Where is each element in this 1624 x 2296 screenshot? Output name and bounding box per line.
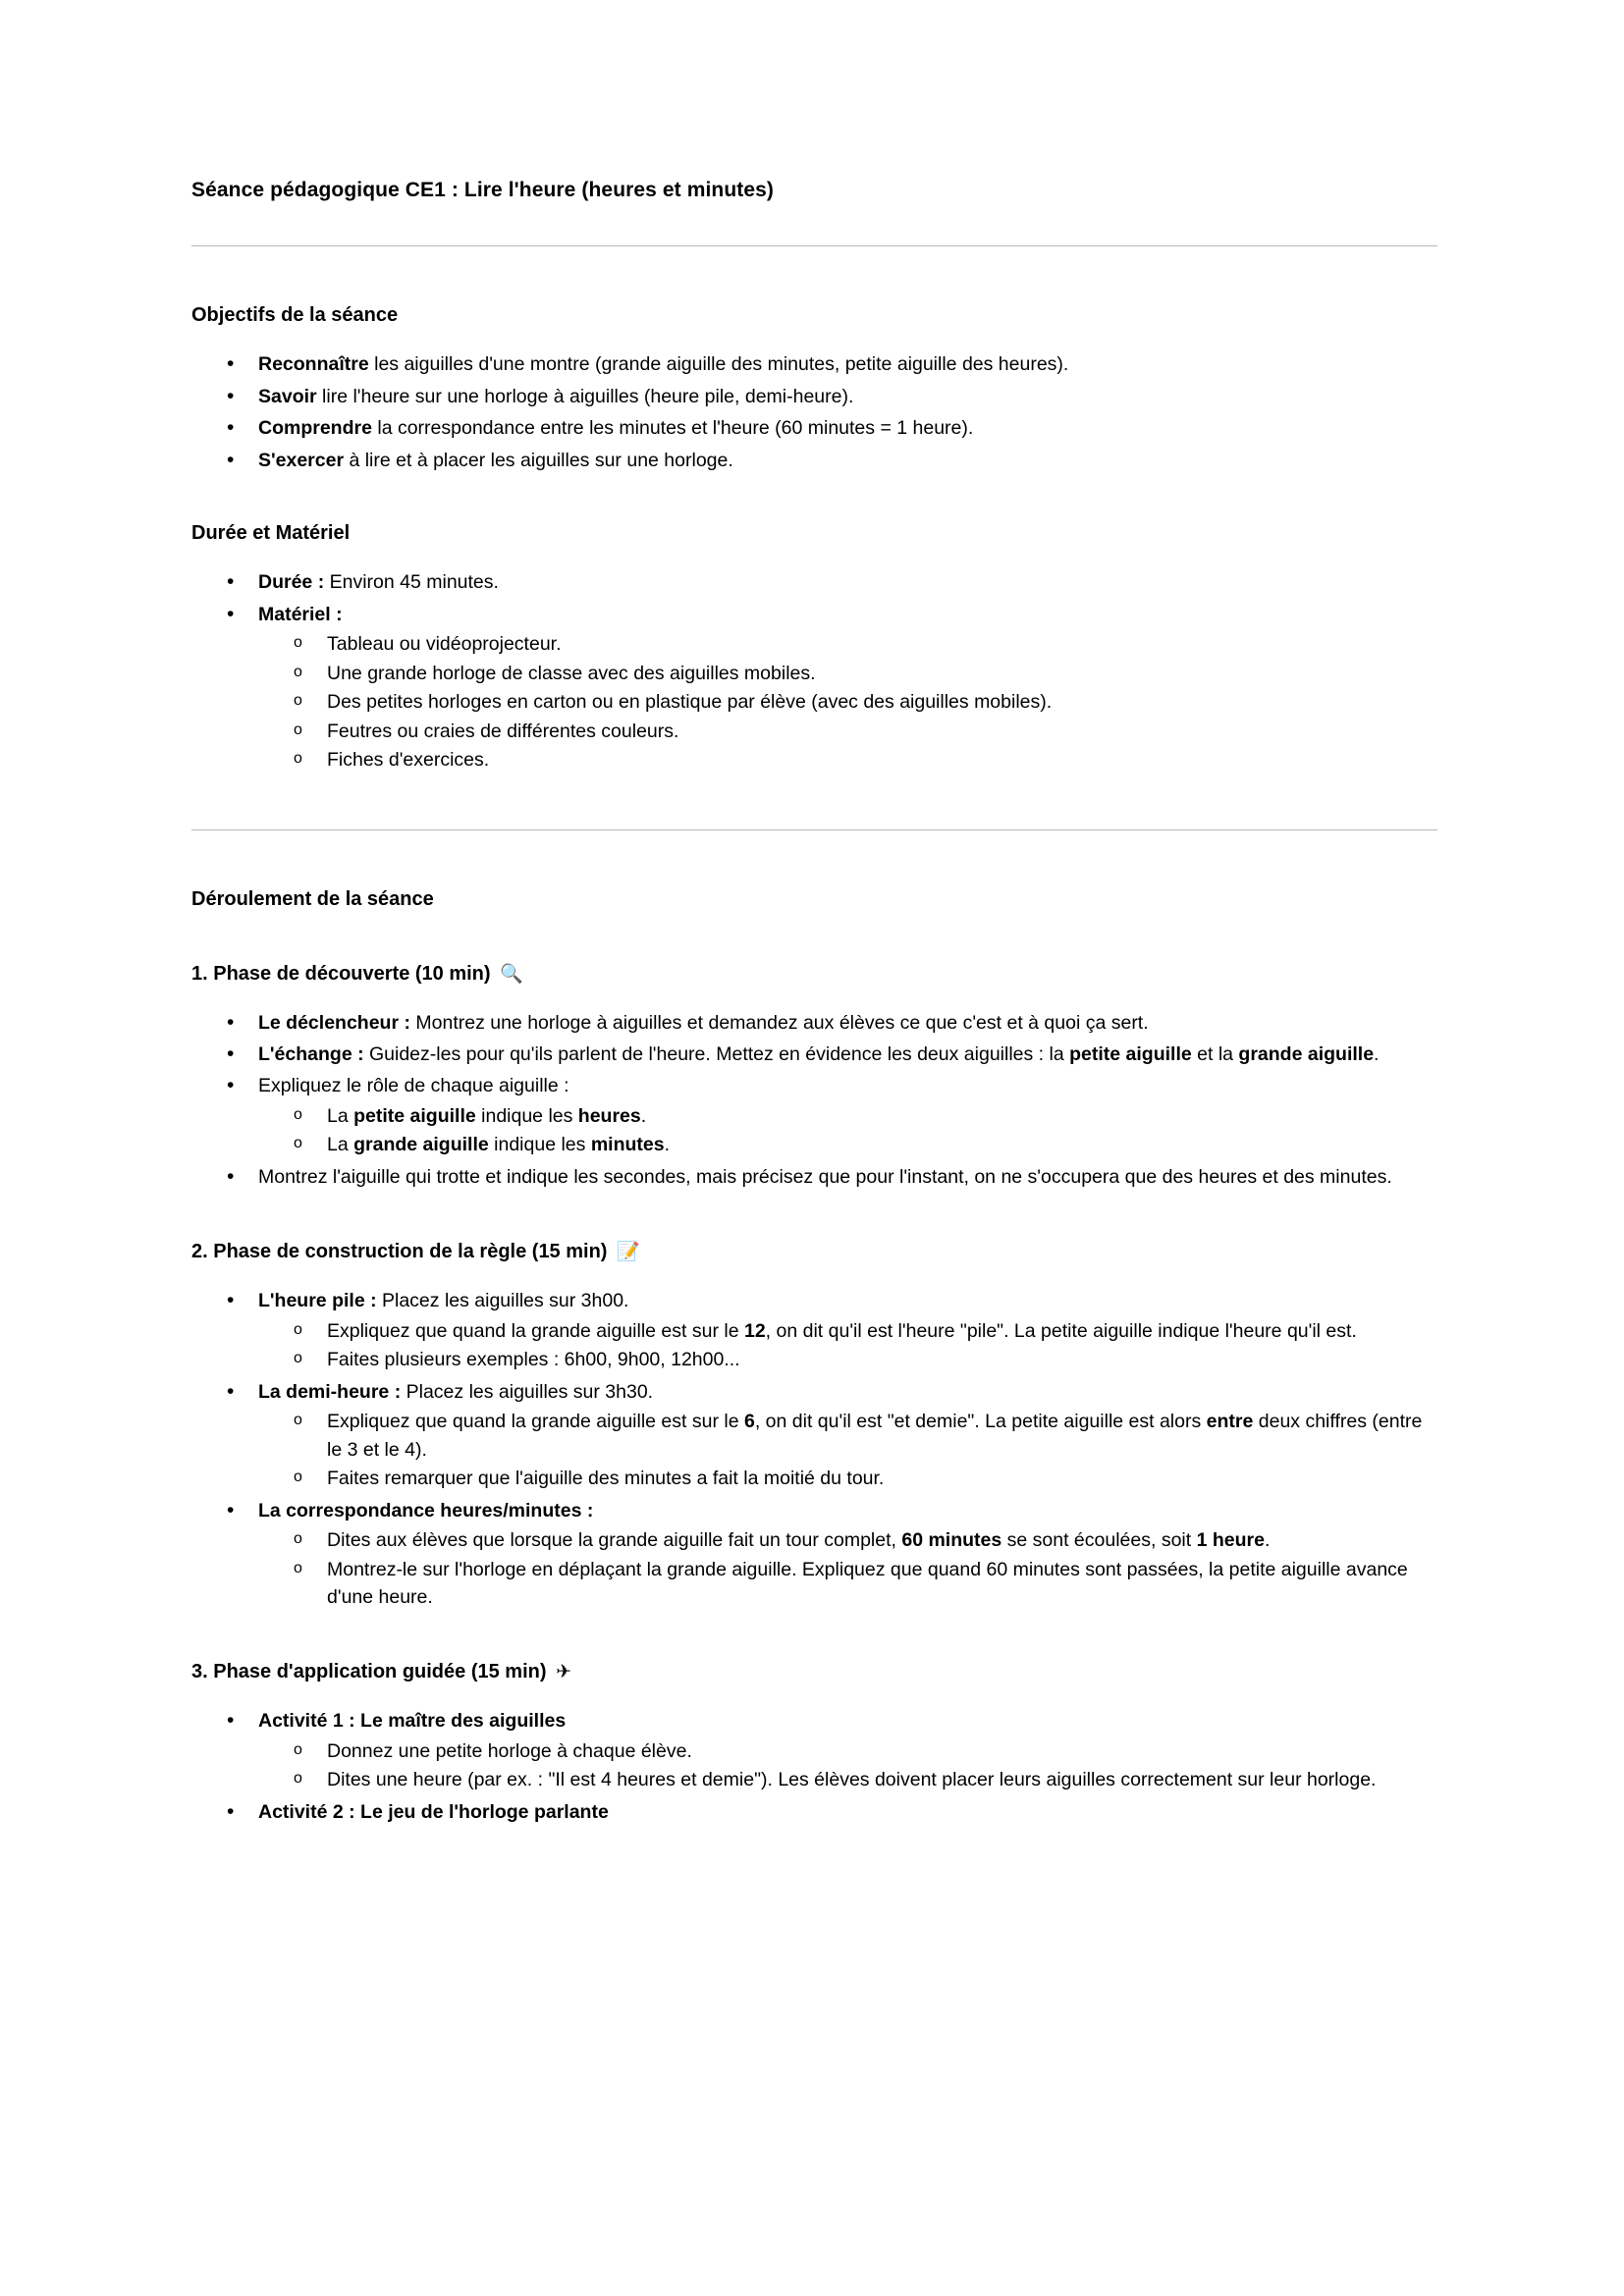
list-item — [191, 383, 1437, 410]
item-lead: La correspondance heures/minutes : — [258, 1499, 594, 1522]
materiel-sublist — [258, 630, 1437, 774]
list-item-materiel — [191, 601, 1437, 774]
phase-2-sublist-2 — [258, 1408, 1437, 1492]
list-item: o Faites plusieurs exemples : 6h00, 9h00, 12h00... — [258, 1346, 1437, 1373]
phase-2-sublist-3 — [258, 1526, 1437, 1611]
item-text: se sont écoulées, soit — [1001, 1529, 1197, 1552]
list-item — [191, 414, 1437, 442]
item-emphasis: 6 — [743, 1411, 755, 1433]
list-item: o Tableau ou vidéoprojecteur. — [258, 630, 1437, 658]
objectif-text: lire l'heure sur une horloge à aiguilles (heure pile, demi-heure). — [316, 385, 854, 407]
item-text: . — [640, 1104, 647, 1127]
memo-icon: 📝 — [617, 1241, 640, 1263]
objectifs-list — [191, 350, 1437, 474]
phase-2-label: 2. Phase de construction de la règle (15 min) — [191, 1241, 608, 1263]
item-text: . — [1374, 1042, 1380, 1065]
item-text: Expliquez que quand la grande aiguille est sur le — [327, 1319, 744, 1342]
item-emphasis: minutes — [590, 1134, 665, 1156]
item-emphasis: heures — [577, 1104, 641, 1127]
objectif-lead: Comprendre — [258, 417, 372, 440]
item-text: deux chiffres (entre le 3 et le 4). — [327, 1411, 1423, 1461]
list-item — [191, 1163, 1437, 1191]
list-item — [191, 1009, 1437, 1037]
airplane-icon: ✈ — [556, 1661, 571, 1683]
list-item — [258, 1408, 1437, 1464]
list-item — [258, 1317, 1437, 1345]
item-emphasis: 60 minutes — [901, 1529, 1002, 1552]
list-item — [191, 1072, 1437, 1158]
phase-1-list — [191, 1009, 1437, 1192]
section-heading-duree-materiel: Durée et Matériel — [191, 522, 351, 545]
list-item — [258, 1526, 1437, 1554]
phase-2-heading — [191, 1238, 1437, 1265]
magnifier-icon: 🔍 — [500, 962, 523, 985]
list-item: o Des petites horloges en carton ou en plastique par élève (avec des aiguilles mobiles). — [258, 688, 1437, 716]
list-item: o Une grande horloge de classe avec des aiguilles mobiles. — [258, 660, 1437, 687]
list-item: o Dites une heure (par ex. : "Il est 4 heures et demie"). Les élèves doivent placer leurs aiguilles correctement sur leur horloge. — [258, 1766, 1437, 1793]
item-text: Placez les aiguilles sur 3h00. — [376, 1290, 629, 1312]
phase-2-sublist-1 — [258, 1317, 1437, 1374]
page-title: Séance pédagogique CE1 : Lire l'heure (heures et minutes) — [191, 179, 775, 201]
objectif-text: à lire et à placer les aiguilles sur une horloge. — [344, 449, 733, 471]
list-item — [191, 1497, 1437, 1612]
item-text: Expliquez le rôle de chaque aiguille : — [258, 1075, 569, 1097]
item-text: . — [664, 1134, 670, 1156]
list-item — [258, 1131, 1437, 1158]
phase-3-list — [191, 1707, 1437, 1826]
item-text: et la — [1191, 1042, 1239, 1065]
item-lead: La demi-heure : — [258, 1380, 402, 1403]
item-text: Expliquez que quand la grande aiguille est sur le — [327, 1411, 744, 1433]
item-text: Guidez-les pour qu'ils parlent de l'heure. Mettez en évidence les deux aiguilles : la — [363, 1042, 1070, 1065]
item-text: Placez les aiguilles sur 3h30. — [401, 1380, 654, 1403]
item-text: La — [327, 1104, 354, 1127]
list-item — [191, 1798, 1437, 1826]
list-item — [258, 1102, 1437, 1130]
item-emphasis: 12 — [743, 1319, 766, 1342]
item-emphasis: grande aiguille — [353, 1134, 489, 1156]
item-emphasis: entre — [1206, 1411, 1254, 1433]
item-emphasis: petite aiguille — [1069, 1042, 1192, 1065]
item-lead: L'heure pile : — [258, 1290, 377, 1312]
phase-3-label: 3. Phase d'application guidée (15 min) — [191, 1661, 547, 1683]
item-text: indique les — [475, 1104, 578, 1127]
objectif-lead: Savoir — [258, 385, 317, 407]
list-item — [191, 447, 1437, 474]
item-text: , on dit qu'il est "et demie". La petite aiguille est alors — [754, 1411, 1207, 1433]
item-lead: L'échange : — [258, 1042, 364, 1065]
objectif-lead: S'exercer — [258, 449, 345, 471]
objectif-text: la correspondance entre les minutes et l'heure (60 minutes = 1 heure). — [371, 417, 974, 440]
duree-lead: Durée : — [258, 571, 325, 594]
duree-text: Environ 45 minutes. — [324, 571, 499, 594]
list-item: o Faites remarquer que l'aiguille des minutes a fait la moitié du tour. — [258, 1465, 1437, 1492]
item-emphasis: grande aiguille — [1238, 1042, 1375, 1065]
objectif-lead: Reconnaître — [258, 353, 369, 376]
section-heading-objectifs: Objectifs de la séance — [191, 304, 399, 327]
phase-3-heading — [191, 1658, 1437, 1685]
list-item-duree — [191, 568, 1437, 596]
divider-top — [191, 245, 1437, 246]
list-item: o Montrez-le sur l'horloge en déplaçant la grande aiguille. Expliquez que quand 60 minutes sont passées, la petite aiguille avance d'une heure. — [258, 1556, 1437, 1612]
item-text: , on dit qu'il est l'heure "pile". La petite aiguille indique l'heure qu'il est. — [765, 1319, 1357, 1342]
item-lead: Activité 1 : Le maître des aiguilles — [258, 1710, 567, 1733]
item-text: Montrez l'aiguille qui trotte et indique les secondes, mais précisez que pour l'instant, on ne s'occupera que des heures et des minutes. — [258, 1165, 1392, 1188]
phase-2-list — [191, 1287, 1437, 1611]
list-item: o Feutres ou craies de différentes couleurs. — [258, 718, 1437, 745]
duree-materiel-list — [191, 568, 1437, 774]
materiel-lead: Matériel : — [258, 603, 343, 625]
item-emphasis: petite aiguille — [353, 1104, 476, 1127]
list-item — [191, 1378, 1437, 1493]
item-lead: Le déclencheur : — [258, 1011, 410, 1034]
list-item — [191, 1041, 1437, 1068]
phase-1-label: 1. Phase de découverte (10 min) — [191, 962, 491, 985]
phase-1-heading — [191, 960, 1437, 988]
section-heading-deroulement: Déroulement de la séance — [191, 887, 434, 910]
item-text: . — [1264, 1529, 1271, 1552]
phase-1-sublist — [258, 1102, 1437, 1159]
item-text: La — [327, 1134, 354, 1156]
list-item — [191, 1287, 1437, 1373]
divider-middle — [191, 829, 1437, 830]
item-emphasis: 1 heure — [1196, 1529, 1265, 1552]
list-item: o Donnez une petite horloge à chaque élève. — [258, 1737, 1437, 1765]
item-text: Dites aux élèves que lorsque la grande aiguille fait un tour complet, — [327, 1529, 902, 1552]
item-text: Montrez une horloge à aiguilles et demandez aux élèves ce que c'est et à quoi ça sert. — [409, 1011, 1149, 1034]
item-text: indique les — [488, 1134, 591, 1156]
phase-3-sublist-1 — [258, 1737, 1437, 1794]
objectif-text: les aiguilles d'une montre (grande aiguille des minutes, petite aiguille des heures). — [368, 353, 1069, 376]
list-item: o Fiches d'exercices. — [258, 746, 1437, 774]
list-item — [191, 350, 1437, 378]
item-lead: Activité 2 : Le jeu de l'horloge parlante — [258, 1800, 609, 1823]
list-item — [191, 1707, 1437, 1793]
